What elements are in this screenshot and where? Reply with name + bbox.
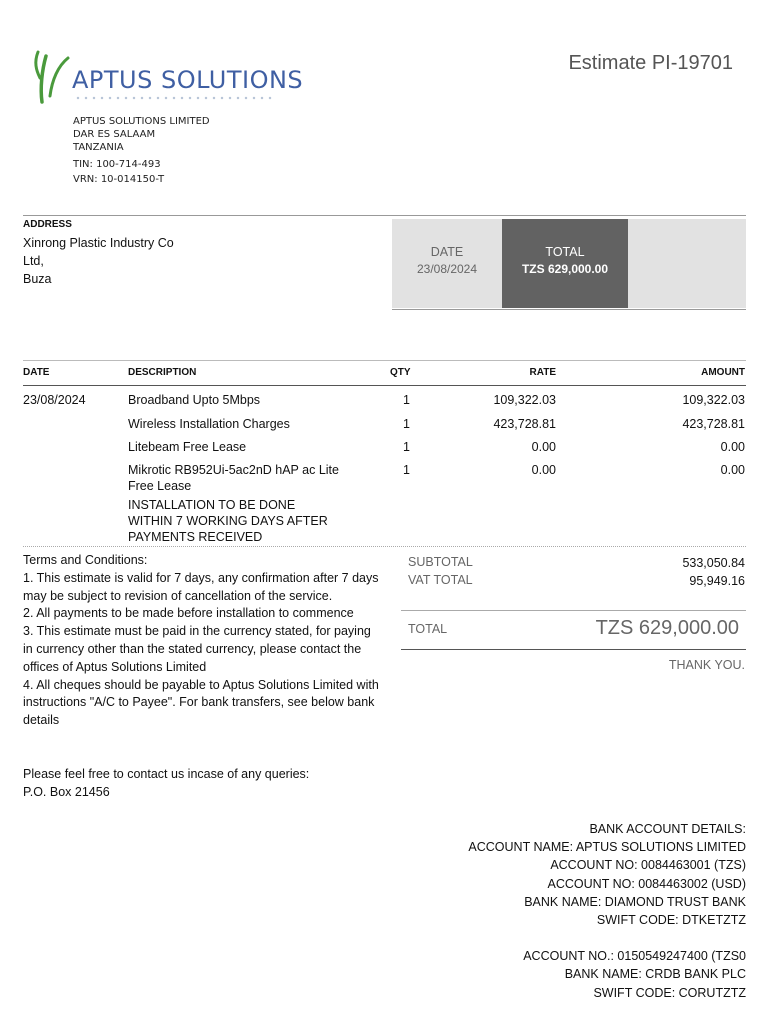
- item-rate: 0.00: [531, 440, 556, 454]
- thank-you-note: THANK YOU.: [668, 658, 745, 672]
- bank-line: BANK ACCOUNT DETAILS:: [589, 822, 746, 836]
- bank-line: ACCOUNT NAME: APTUS SOLUTIONS LIMITED: [468, 840, 746, 855]
- summary-date-value: 23/08/2024: [416, 262, 478, 276]
- item-amount: 0.00: [720, 463, 745, 477]
- column-header-date: DATE: [23, 367, 50, 378]
- item-amount: 0.00: [720, 440, 745, 454]
- terms-line: may be subject to revision of cancellation of the service.: [23, 588, 333, 603]
- divider: [23, 385, 746, 386]
- item-amount: 423,728.81: [682, 417, 745, 431]
- company-logo-text: APTUS SOLUTIONS: [72, 66, 304, 94]
- summary-box: [392, 219, 746, 308]
- company-line: VRN: 10-014150-T: [73, 174, 165, 185]
- summary-date-label: DATE: [430, 245, 464, 259]
- company-logo-leaf: [30, 48, 74, 106]
- subtotal-value: 533,050.84: [682, 556, 745, 570]
- divider: [401, 610, 746, 611]
- item-description: [128, 462, 339, 494]
- address-label: ADDRESS: [23, 219, 72, 230]
- bank-line: BANK NAME: CRDB BANK PLC: [564, 967, 746, 982]
- address-block: [23, 234, 203, 288]
- item-description: [128, 497, 328, 545]
- item-amount: 109,322.03: [682, 393, 745, 407]
- item-description: Broadband Upto 5Mbps: [128, 393, 261, 407]
- summary-date-cell: [392, 219, 502, 308]
- item-rate: 109,322.03: [493, 393, 556, 407]
- item-description-line: WITHIN 7 WORKING DAYS AFTER: [128, 514, 328, 528]
- column-header-rate: RATE: [529, 367, 556, 378]
- divider: [401, 649, 746, 650]
- terms-heading: Terms and Conditions:: [23, 553, 148, 567]
- contact-line: P.O. Box 21456: [23, 785, 110, 799]
- company-details: [73, 114, 210, 187]
- grand-total-value: TZS 629,000.00: [595, 617, 739, 639]
- company-line: TIN: 100-714-493: [73, 159, 161, 170]
- bank-line: ACCOUNT NO: 0084463002 (USD): [547, 876, 746, 891]
- bank-line: ACCOUNT NO: 0084463001 (TZS): [550, 858, 746, 873]
- bank-line: ACCOUNT NO.: 0150549247400 (TZS0: [523, 949, 746, 964]
- summary-total-value: TZS 629,000.00: [521, 262, 609, 276]
- terms-line: 2. All payments to be made before installation to commence: [23, 606, 354, 621]
- item-description-line: Free Lease: [128, 479, 192, 493]
- bank-line-spacer: [468, 929, 746, 947]
- item-description-line: PAYMENTS RECEIVED: [128, 530, 263, 544]
- contact-line: Please feel free to contact us incase of any queries:: [23, 767, 310, 781]
- vat-total-value: 95,949.16: [689, 574, 745, 588]
- column-header-qty: QTY: [390, 367, 411, 378]
- item-rate: 423,728.81: [493, 417, 556, 431]
- bank-line: BANK NAME: DIAMOND TRUST BANK: [524, 894, 746, 909]
- company-line: APTUS SOLUTIONS LIMITED: [73, 116, 210, 127]
- address-line: Xinrong Plastic Industry Co: [23, 236, 174, 250]
- company-line: DAR ES SALAAM: [73, 129, 156, 140]
- divider: [392, 309, 746, 310]
- contact-info: [23, 765, 309, 801]
- divider: [23, 360, 746, 361]
- estimate-title: Estimate PI-19701: [568, 52, 733, 74]
- grand-total-label: TOTAL: [408, 622, 448, 636]
- terms-and-conditions: [23, 552, 388, 730]
- item-qty: 1: [403, 463, 410, 477]
- terms-line: 4. All cheques should be payable to Aptus Solutions Limited with: [23, 677, 379, 692]
- vat-total-label: VAT TOTAL: [408, 573, 473, 587]
- bank-line: SWIFT CODE: DTKETZTZ: [596, 913, 746, 928]
- terms-line: 1. This estimate is valid for 7 days, any confirmation after 7 days: [23, 570, 379, 585]
- address-line: Buza: [23, 272, 52, 286]
- subtotal-label: SUBTOTAL: [408, 555, 473, 569]
- item-date: 23/08/2024: [23, 393, 86, 407]
- logo-dots: [74, 96, 276, 100]
- address-line: Ltd,: [23, 254, 44, 268]
- item-qty: 1: [403, 393, 410, 407]
- bank-line: SWIFT CODE: CORUTZTZ: [593, 985, 746, 1000]
- item-description-line: Mikrotic RB952Ui-5ac2nD hAP ac Lite: [128, 463, 339, 477]
- terms-line: instructions "A/C to Payee". For bank transfers, see below bank: [23, 695, 375, 710]
- terms-line: in currency other than the stated currency, please contact the: [23, 641, 362, 656]
- divider: [23, 215, 746, 216]
- summary-total-cell: [502, 219, 628, 308]
- terms-line: details: [23, 713, 60, 728]
- item-qty: 1: [403, 440, 410, 454]
- summary-total-label: TOTAL: [545, 245, 585, 259]
- column-header-description: DESCRIPTION: [128, 367, 197, 378]
- terms-line: 3. This estimate must be paid in the currency stated, for paying: [23, 624, 371, 639]
- item-description: Wireless Installation Charges: [128, 417, 290, 431]
- item-description: Litebeam Free Lease: [128, 440, 247, 454]
- terms-line: offices of Aptus Solutions Limited: [23, 659, 207, 674]
- column-header-amount: AMOUNT: [701, 367, 745, 378]
- company-line: TANZANIA: [73, 142, 124, 153]
- divider: [23, 546, 746, 547]
- bank-account-details: [468, 820, 746, 1002]
- item-rate: 0.00: [531, 463, 556, 477]
- item-description-line: INSTALLATION TO BE DONE: [128, 498, 296, 512]
- item-qty: 1: [403, 417, 410, 431]
